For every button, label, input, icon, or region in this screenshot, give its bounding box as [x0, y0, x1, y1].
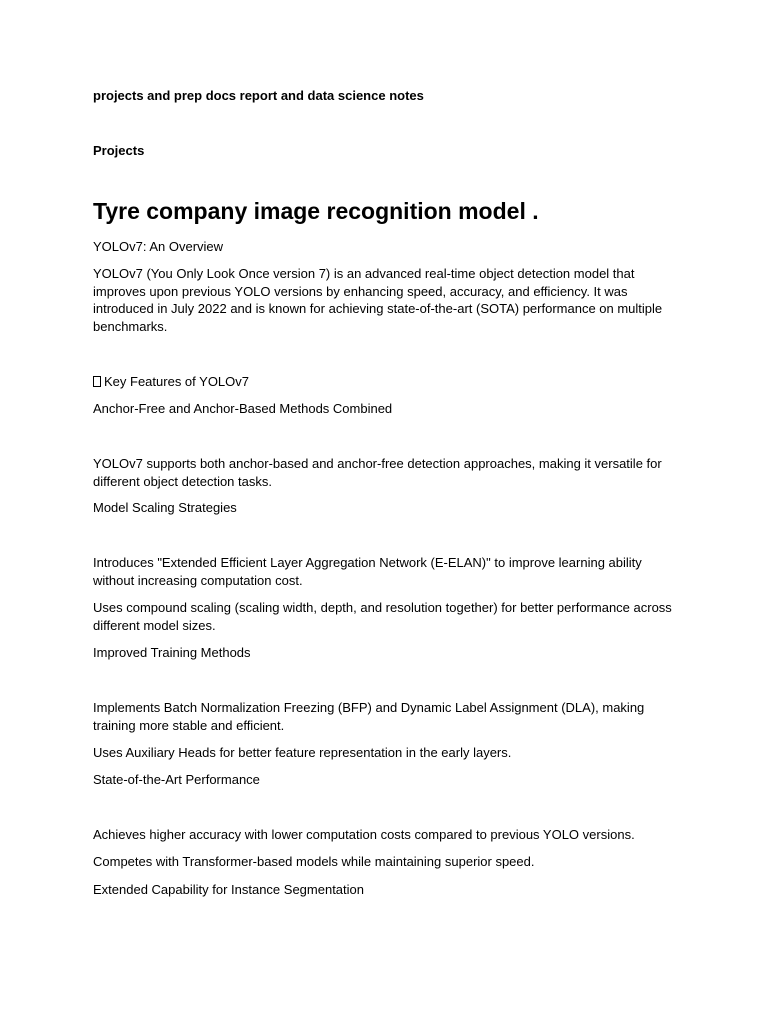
- training-methods-paragraph-2: Uses Auxiliary Heads for better feature representation in the early layers.: [93, 745, 512, 760]
- model-scaling-paragraph-1: Introduces "Extended Efficient Layer Aggregation Network (E-ELAN)" to improve learning ability without increasing computation cost.: [93, 555, 642, 588]
- model-scaling-title: Model Scaling Strategies: [93, 500, 237, 515]
- anchor-methods-paragraph: YOLOv7 supports both anchor-based and anchor-free detection approaches, making it versatile for different object detection tasks.: [93, 456, 662, 489]
- model-scaling-paragraph-2: Uses compound scaling (scaling width, depth, and resolution together) for better performance across different model sizes.: [93, 600, 672, 633]
- sota-performance-title: State-of-the-Art Performance: [93, 772, 260, 787]
- project-title: Tyre company image recognition model .: [93, 198, 539, 224]
- instance-segmentation-title: Extended Capability for Instance Segmentation: [93, 882, 365, 897]
- anchor-methods-title: Anchor-Free and Anchor-Based Methods Combined: [93, 401, 393, 416]
- overview-title: YOLOv7: An Overview: [93, 239, 224, 254]
- section-heading-projects: Projects: [93, 143, 145, 158]
- document-title: projects and prep docs report and data science notes: [93, 88, 424, 103]
- overview-paragraph: YOLOv7 (You Only Look Once version 7) is an advanced real-time object detection model that improves upon previous YOLO versions by enhancing speed, accuracy, and efficiency. It was introduced in July 2022 and is known for achieving state-of-the-art (SOTA) performance on multiple benchmarks.: [93, 266, 663, 334]
- key-features-heading: [93, 373, 683, 391]
- training-methods-title: Improved Training Methods: [93, 645, 251, 660]
- missing-glyph-icon: [93, 376, 101, 387]
- sota-performance-paragraph-2: Competes with Transformer-based models while maintaining superior speed.: [93, 854, 535, 869]
- training-methods-paragraph-1: Implements Batch Normalization Freezing (BFP) and Dynamic Label Assignment (DLA), making training more stable and efficient.: [93, 700, 645, 733]
- sota-performance-paragraph-1: Achieves higher accuracy with lower computation costs compared to previous YOLO versions.: [93, 827, 635, 842]
- key-features-title: Key Features of YOLOv7: [104, 374, 249, 389]
